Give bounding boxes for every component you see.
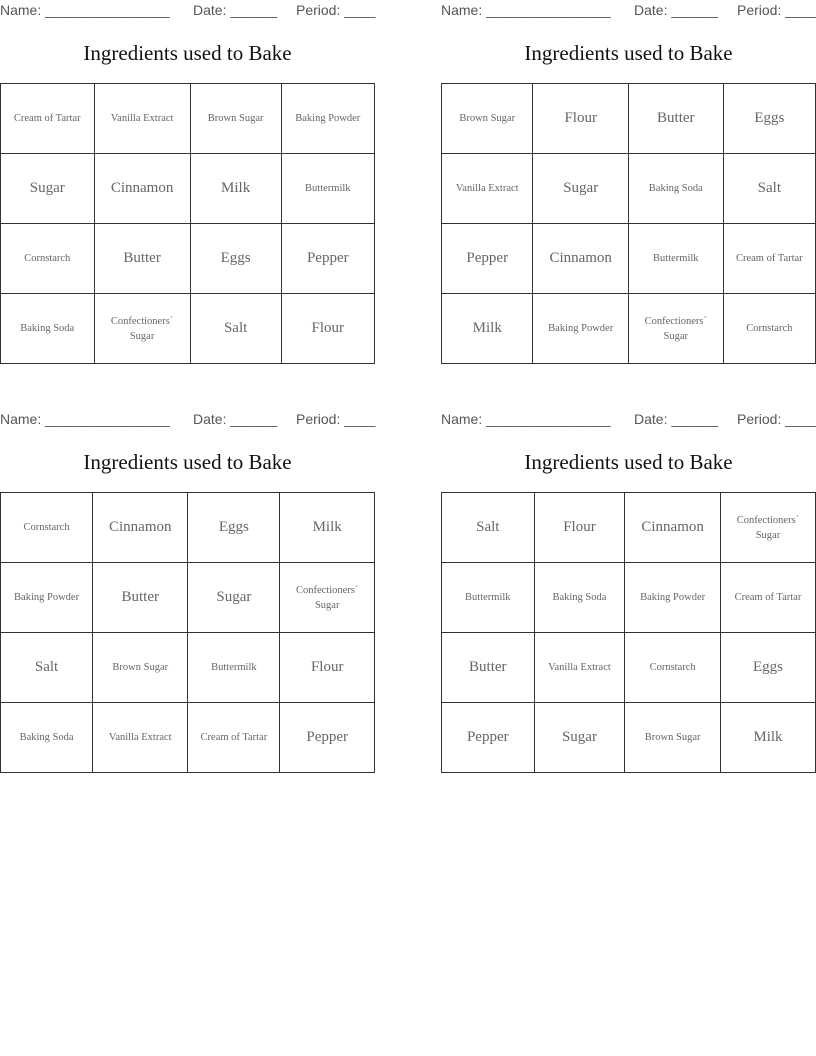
bingo-grid — [0, 83, 375, 364]
ingredient-cell: Flour — [534, 493, 625, 563]
ingredient-cell: Brown Sugar — [93, 633, 188, 703]
ingredient-cell: Cornstarch — [1, 224, 95, 294]
period-field-label: Period: ____ — [296, 411, 376, 427]
ingredient-cell: Buttermilk — [188, 633, 280, 703]
card-title: Ingredients used to Bake — [524, 41, 733, 65]
ingredient-cell: Buttermilk — [442, 563, 535, 633]
student-info-header — [0, 409, 380, 429]
period-field-label: Period: ____ — [737, 2, 816, 18]
ingredient-cell: Cream of Tartar — [188, 703, 280, 773]
name-field-label: Name: ________________ — [441, 2, 611, 18]
ingredient-cell: Cornstarch — [1, 493, 93, 563]
ingredient-cell: Milk — [442, 294, 533, 364]
grid-row — [1, 224, 375, 294]
grid-row — [1, 294, 375, 364]
ingredient-cell: Cinnamon — [533, 224, 628, 294]
student-info-header — [441, 0, 816, 20]
name-field-label: Name: ________________ — [0, 411, 170, 427]
ingredient-cell: Butter — [94, 224, 190, 294]
date-field-label: Date: ______ — [634, 411, 719, 427]
ingredient-cell: Confectioners´ Sugar — [94, 294, 190, 364]
ingredient-cell: Butter — [628, 84, 723, 154]
ingredient-cell: Brown Sugar — [625, 703, 721, 773]
date-field-label: Date: ______ — [634, 2, 719, 18]
ingredient-cell: Cream of Tartar — [1, 84, 95, 154]
ingredient-cell: Vanilla Extract — [93, 703, 188, 773]
period-field-label: Period: ____ — [737, 411, 816, 427]
ingredient-cell: Pepper — [442, 703, 535, 773]
ingredient-cell: Eggs — [720, 633, 815, 703]
ingredient-cell: Confectioners´ Sugar — [628, 294, 723, 364]
ingredient-cell: Buttermilk — [281, 154, 374, 224]
bingo-grid — [441, 83, 816, 364]
ingredient-cell: Vanilla Extract — [534, 633, 625, 703]
grid-row — [442, 84, 816, 154]
student-info-header — [441, 409, 816, 429]
ingredient-cell: Baking Soda — [1, 703, 93, 773]
card-title: Ingredients used to Bake — [524, 450, 733, 474]
ingredient-cell: Confectioners´ Sugar — [280, 563, 375, 633]
ingredient-cell: Brown Sugar — [442, 84, 533, 154]
ingredient-cell: Eggs — [190, 224, 281, 294]
card-title: Ingredients used to Bake — [83, 450, 292, 474]
ingredient-cell: Pepper — [280, 703, 375, 773]
ingredient-cell: Eggs — [723, 84, 815, 154]
ingredient-cell: Baking Soda — [1, 294, 95, 364]
ingredient-cell: Sugar — [1, 154, 95, 224]
grid-row — [1, 154, 375, 224]
ingredient-cell: Baking Soda — [534, 563, 625, 633]
ingredient-cell: Salt — [442, 493, 535, 563]
ingredient-cell: Flour — [281, 294, 374, 364]
ingredient-cell: Confectioners´ Sugar — [720, 493, 815, 563]
ingredient-cell: Butter — [442, 633, 535, 703]
ingredient-cell: Salt — [1, 633, 93, 703]
grid-row — [442, 493, 816, 563]
ingredient-cell: Vanilla Extract — [94, 84, 190, 154]
ingredient-cell: Baking Powder — [533, 294, 628, 364]
ingredient-cell: Cream of Tartar — [723, 224, 815, 294]
bingo-grid — [0, 492, 375, 773]
ingredient-cell: Cinnamon — [94, 154, 190, 224]
grid-row — [442, 294, 816, 364]
ingredient-cell: Sugar — [533, 154, 628, 224]
name-field-label: Name: ________________ — [441, 411, 611, 427]
ingredient-cell: Baking Powder — [1, 563, 93, 633]
grid-row — [1, 633, 375, 703]
bingo-grid — [441, 492, 816, 773]
grid-row — [1, 703, 375, 773]
name-field-label: Name: ________________ — [0, 2, 170, 18]
ingredient-cell: Milk — [280, 493, 375, 563]
period-field-label: Period: ____ — [296, 2, 376, 18]
date-field-label: Date: ______ — [193, 411, 278, 427]
ingredient-cell: Milk — [720, 703, 815, 773]
ingredient-cell: Baking Powder — [625, 563, 721, 633]
student-info-header — [0, 0, 380, 20]
ingredient-cell: Pepper — [281, 224, 374, 294]
grid-row — [442, 633, 816, 703]
ingredient-cell: Cornstarch — [625, 633, 721, 703]
ingredient-cell: Baking Soda — [628, 154, 723, 224]
ingredient-cell: Salt — [190, 294, 281, 364]
ingredient-cell: Eggs — [188, 493, 280, 563]
grid-row — [442, 703, 816, 773]
ingredient-cell: Milk — [190, 154, 281, 224]
ingredient-cell: Sugar — [188, 563, 280, 633]
grid-row — [1, 563, 375, 633]
ingredient-cell: Flour — [280, 633, 375, 703]
grid-row — [1, 84, 375, 154]
ingredient-cell: Flour — [533, 84, 628, 154]
grid-row — [1, 493, 375, 563]
ingredient-cell: Cream of Tartar — [720, 563, 815, 633]
ingredient-cell: Baking Powder — [281, 84, 374, 154]
ingredient-cell: Cornstarch — [723, 294, 815, 364]
date-field-label: Date: ______ — [193, 2, 278, 18]
ingredient-cell: Buttermilk — [628, 224, 723, 294]
ingredient-cell: Salt — [723, 154, 815, 224]
grid-row — [442, 224, 816, 294]
ingredient-cell: Sugar — [534, 703, 625, 773]
ingredient-cell: Butter — [93, 563, 188, 633]
ingredient-cell: Vanilla Extract — [442, 154, 533, 224]
grid-row — [442, 154, 816, 224]
ingredient-cell: Pepper — [442, 224, 533, 294]
ingredient-cell: Cinnamon — [625, 493, 721, 563]
ingredient-cell: Brown Sugar — [190, 84, 281, 154]
grid-row — [442, 563, 816, 633]
ingredient-cell: Cinnamon — [93, 493, 188, 563]
card-title: Ingredients used to Bake — [83, 41, 292, 65]
